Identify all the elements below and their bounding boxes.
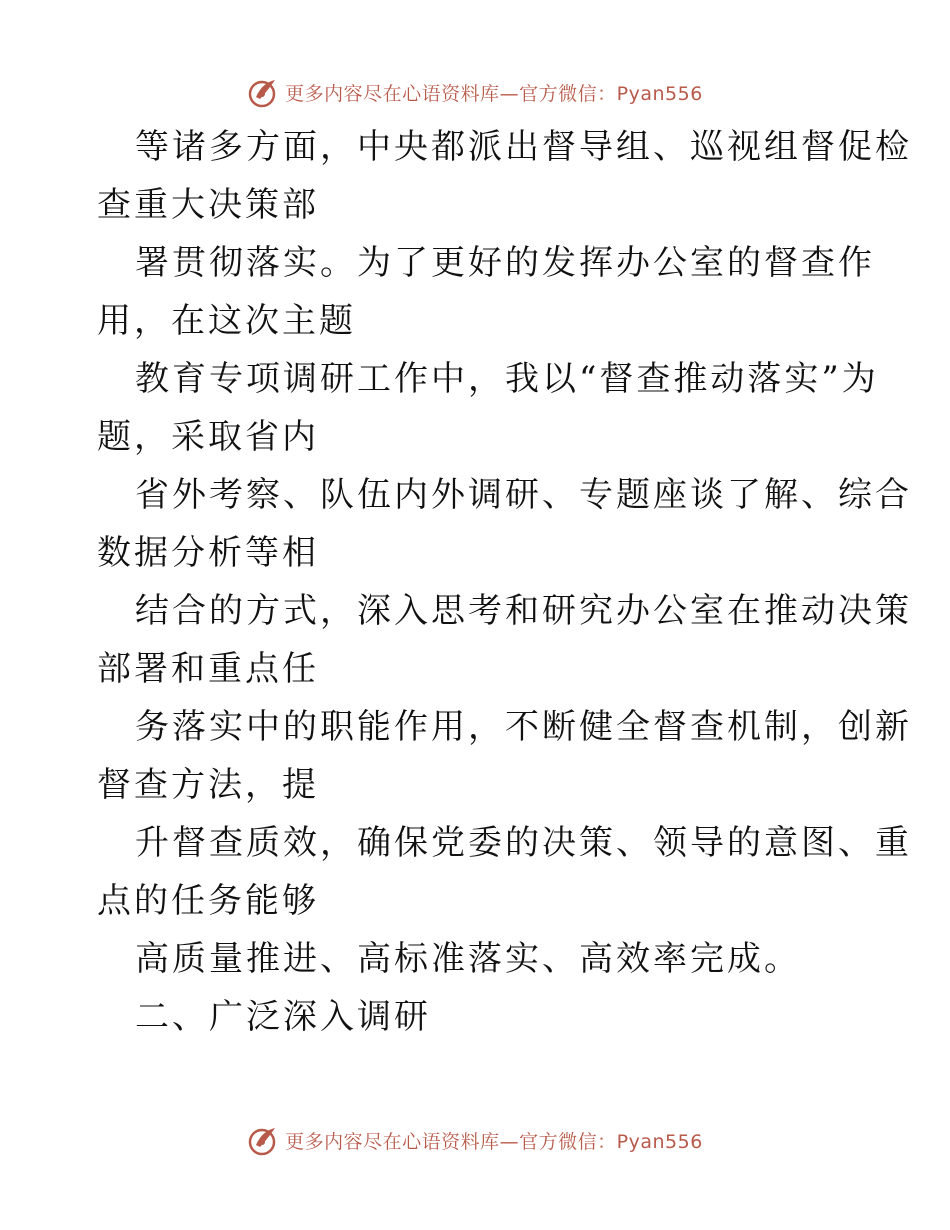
text-line: 督查方法，提 — [97, 765, 319, 805]
text-line: 省外考察、队伍内外调研、专题座谈了解、综合 — [135, 475, 912, 515]
text-line: 用，在这次主题 — [97, 301, 356, 341]
text-line: 题，采取省内 — [97, 417, 319, 457]
text-line: 结合的方式，深入思考和研究办公室在推动决策 — [135, 591, 912, 631]
text-line: 查重大决策部 — [97, 185, 319, 225]
section-heading: 二、广泛深入调研 — [135, 997, 431, 1037]
watermark-text: 更多内容尽在心语资料库—官方微信：Pyan556 — [285, 1130, 703, 1153]
text-line: 教育专项调研工作中，我以“督查推动落实”为 — [135, 359, 879, 399]
text-line: 部署和重点任 — [97, 649, 319, 689]
footer-watermark — [0, 1118, 950, 1162]
text-line: 等诸多方面，中央都派出督导组、巡视组督促检 — [135, 127, 912, 167]
text-line: 署贯彻落实。为了更好的发挥办公室的督查作 — [135, 243, 875, 283]
header-watermark — [0, 70, 950, 114]
text-line: 高质量推进、高标准落实、高效率完成。 — [135, 939, 801, 979]
brand-logo-icon — [247, 1123, 281, 1157]
text-line: 数据分析等相 — [97, 533, 319, 573]
text-line: 务落实中的职能作用，不断健全督查机制，创新 — [135, 707, 912, 747]
brand-logo-icon — [247, 75, 281, 109]
document-body — [97, 118, 912, 1046]
text-line: 升督查质效，确保党委的决策、领导的意图、重 — [135, 823, 912, 863]
text-line: 点的任务能够 — [97, 881, 319, 921]
watermark-text: 更多内容尽在心语资料库—官方微信：Pyan556 — [285, 82, 703, 105]
